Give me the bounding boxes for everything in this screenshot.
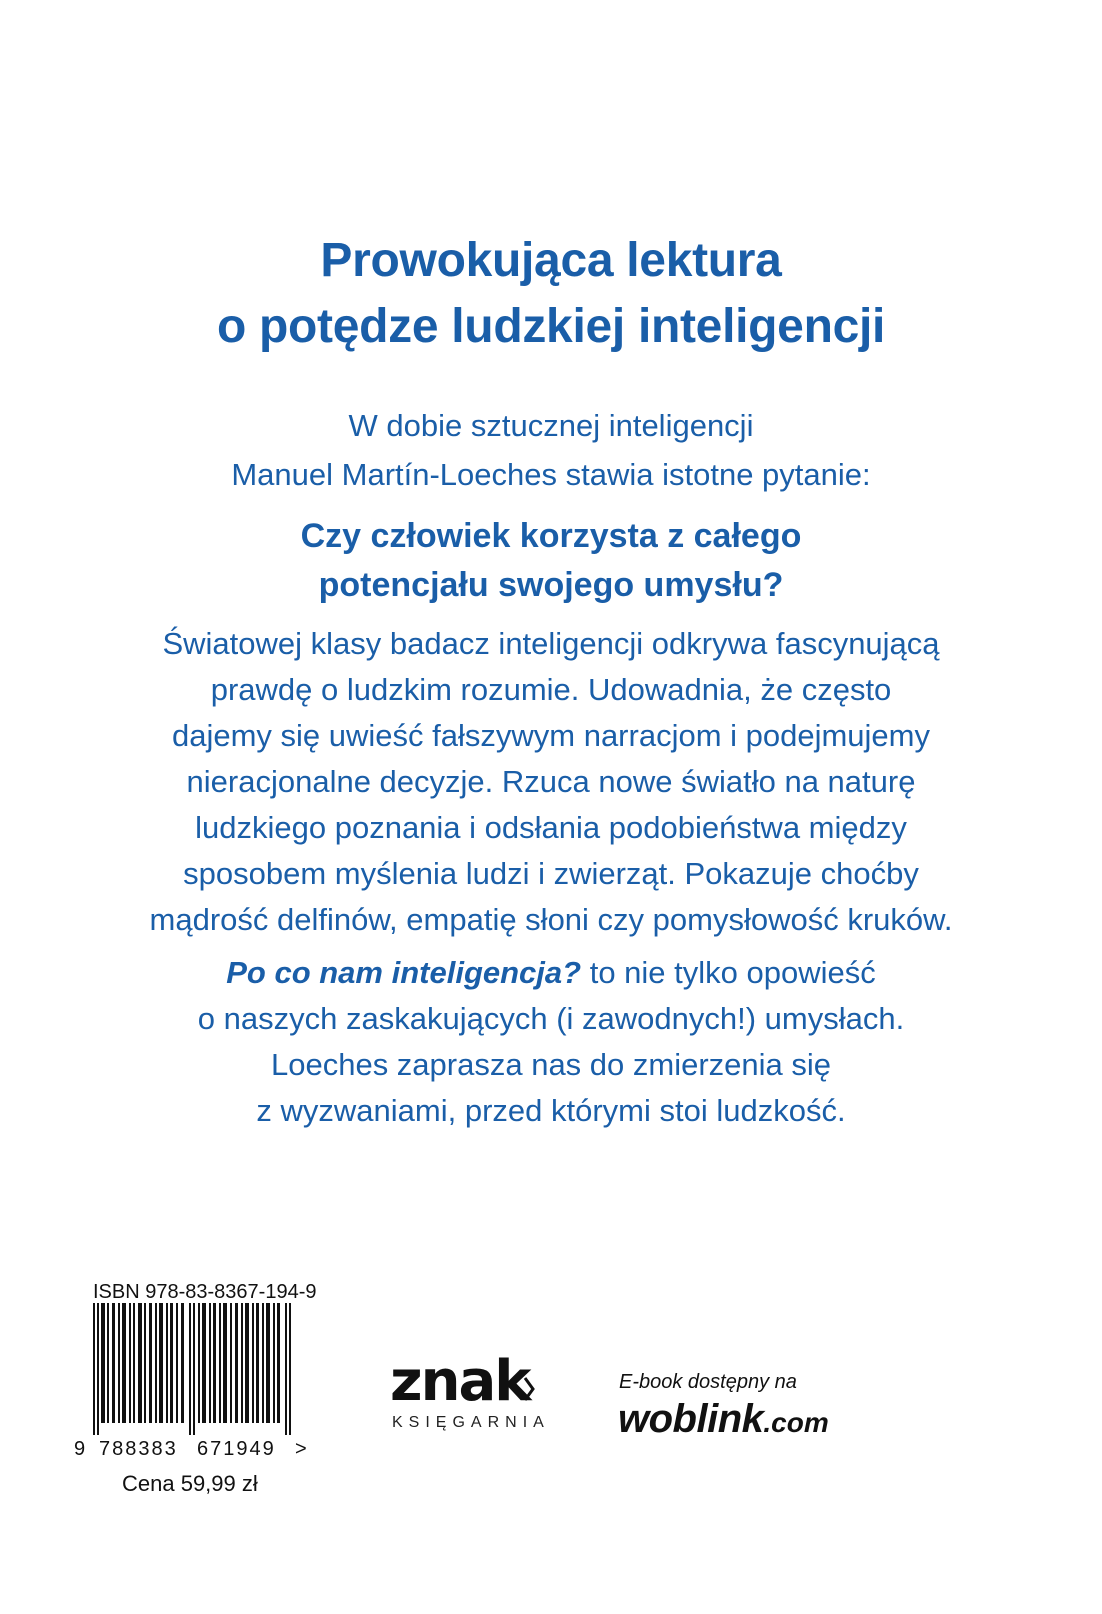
description-line: prawdę o ludzkim rozumie. Udowadnia, że często (210, 672, 892, 707)
headline-line-2: o potędze ludzkiej inteligencji (216, 300, 886, 353)
description-line: mądrość delfinów, empatię słoni czy pomysłowość kruków. (149, 902, 953, 937)
chevron-right-icon (523, 1376, 535, 1402)
znak-logo (390, 1349, 550, 1442)
headline (0, 228, 1102, 360)
description-line: dajemy się uwieść fałszywym narracjom i podejmujemy (171, 718, 931, 753)
description-paragraph (0, 621, 1102, 943)
key-question (0, 512, 1102, 610)
question-line-2: potencjału swojego umysłu? (318, 566, 784, 604)
woblink-logo-word: woblink (618, 1397, 764, 1441)
book-title: Po co nam inteligencja? (226, 955, 582, 990)
intro-line-2: Manuel Martín-Loeches stawia istotne pytanie: (231, 457, 871, 492)
intro-text (0, 401, 1102, 499)
znak-logo-subtitle: KSIĘGARNIA (392, 1414, 550, 1431)
closing-paragraph (0, 950, 1102, 1134)
znak-logo-word: znak (390, 1349, 530, 1414)
question-line-1: Czy człowiek korzysta z całego (300, 517, 802, 555)
isbn-label: ISBN 978-83-8367-194-9 (93, 1281, 317, 1303)
closing-line-1-rest: to nie tylko opowieść (581, 955, 876, 990)
barcode-digit-first: 9 (74, 1438, 86, 1460)
closing-line-3: Loeches zaprasza nas do zmierzenia się (270, 1047, 832, 1082)
closing-line-1 (0, 950, 1102, 996)
barcode-digits-left: 788383 (99, 1438, 178, 1460)
barcode-digits-right: 671949 (197, 1438, 276, 1460)
description-line: Światowej klasy badacz inteligencji odkrywa fascynującą (162, 626, 940, 661)
barcode-marker: > (295, 1438, 307, 1460)
price-label: Cena 59,99 zł (122, 1471, 258, 1496)
description-line: nieracjonalne decyzje. Rzuca nowe światło na naturę (186, 764, 916, 799)
description-line: sposobem myślenia ludzi i zwierząt. Pokazuje choćby (183, 856, 919, 891)
intro-line-1: W dobie sztucznej inteligencji (348, 408, 754, 443)
headline-line-1: Prowokująca lektura (320, 234, 782, 287)
woblink-logo (618, 1397, 829, 1442)
closing-line-4: z wyzwaniami, przed którymi stoi ludzkość. (256, 1093, 846, 1128)
barcode-icon (93, 1303, 303, 1435)
description-line: ludzkiego poznania i odsłania podobieństwa między (195, 810, 907, 845)
ebook-caption: E-book dostępny na (619, 1371, 797, 1393)
woblink-logo-suffix: .com (763, 1407, 829, 1438)
closing-line-2: o naszych zaskakujących (i zawodnych!) umysłach. (197, 1001, 905, 1036)
